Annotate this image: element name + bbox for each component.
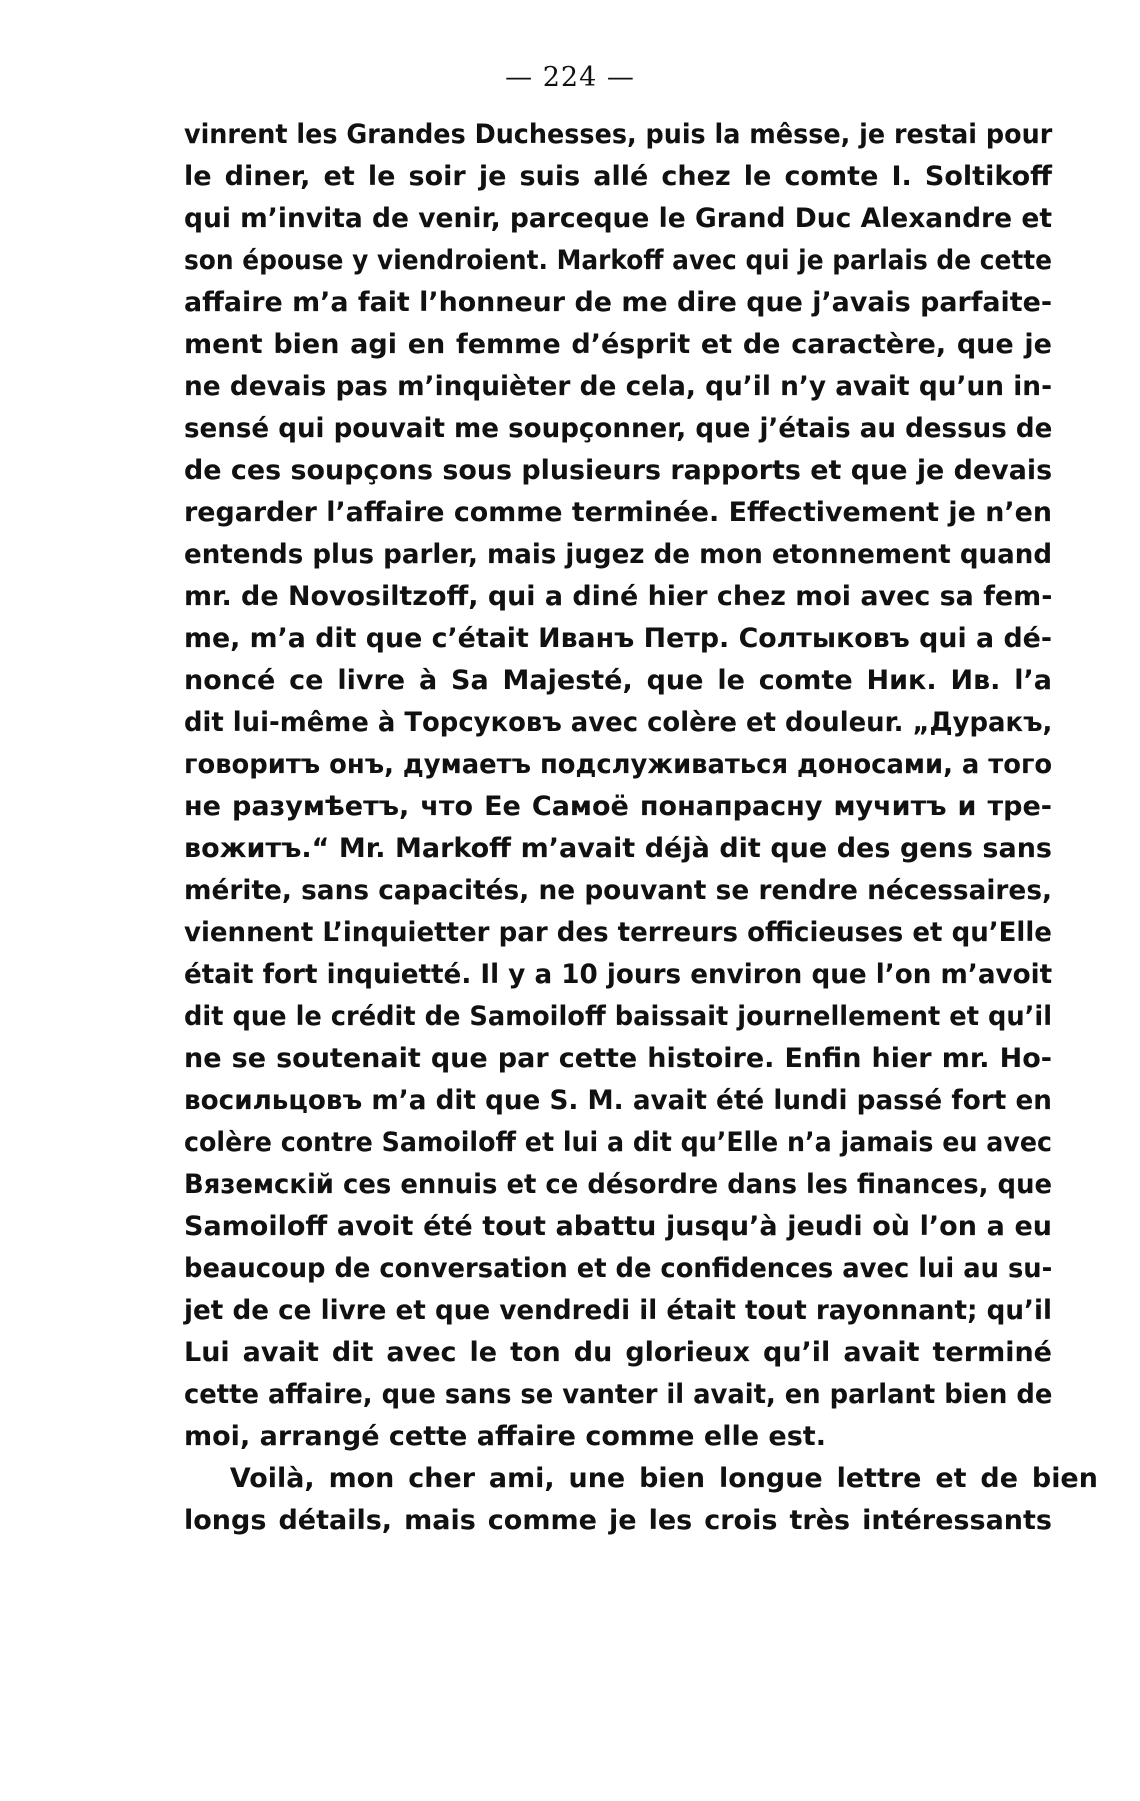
text-line: Lui avait dit avec le ton du glorieux qu’il avait terminé [184,1337,1052,1368]
text-line: entends plus parler, mais jugez de mon etonnement quand [184,539,1053,570]
text-line: jet de ce livre et que vendredi il était tout rayonnant; qu’il [184,1295,1052,1326]
page-body-text [184,114,1098,1542]
text-line: était fort inquietté. Il y a 10 jours environ que l’on m’avoit [184,959,1053,990]
page-number: — 224 — [505,62,635,93]
text-line: qui m’invita de venir, parceque le Grand Duc Alexandre et [184,203,1052,234]
text-line: moi, arrangé cette affaire comme elle est. [184,1421,826,1452]
text-line: son épouse y viendroient. Markoff avec qui je parlais de cette [184,245,1053,276]
text-line: le diner, et le soir je suis allé chez le comte I. Soltikoff [184,161,1052,192]
text-line: Samoiloff avoit été tout abattu jusqu’à jeudi où l’on a eu [184,1211,1052,1242]
text-line: dit que le crédit de Samoiloff baissait journellement et qu’il [184,1001,1053,1032]
text-line: не разумѣетъ, что Ее Самоё понапрасну мучитъ и тре- [184,791,1052,822]
text-line: sensé qui pouvait me soupçonner, que j’étais au dessus de [184,413,1053,444]
text-line: de ces soupçons sous plusieurs rapports et que je devais [184,455,1053,486]
text-line: affaire m’a fait l’honneur de me dire que j’avais parfaite- [184,287,1052,318]
text-line: Voilà, mon cher ami, une bien longue lettre et de bien [229,1463,1098,1494]
text-line: colère contre Samoiloff et lui a dit qu’Elle n’a jamais eu avec [184,1127,1053,1158]
text-line: Вяземскій ces ennuis et ce désordre dans les finances, que [184,1169,1053,1200]
text-line: dit lui-même à Торсуковъ avec colère et douleur. „Дуракъ, [184,707,1053,738]
text-line: ment bien agi en femme d’ésprit et de caractère, que je [184,329,1052,360]
text-line: regarder l’affaire comme terminée. Effectivement je n’en [184,497,1052,528]
text-line: mérite, sans capacités, ne pouvant se rendre nécessaires, [184,875,1053,906]
text-line: mr. de Novosiltzoff, qui a diné hier chez moi avec sa fem- [184,581,1053,612]
text-line: говоритъ онъ, думаетъ подслуживаться доносами, а того [184,749,1053,780]
text-line: восильцовъ m’a dit que S. M. avait été lundi passé fort en [184,1085,1052,1116]
text-line: beaucoup de conversation et de confidences avec lui au su- [184,1253,1053,1284]
text-line: cette affaire, que sans se vanter il avait, en parlant bien de [184,1379,1053,1410]
text-line: viennent L’inquietter par des terreurs officieuses et qu’Elle [184,917,1052,948]
text-line: noncé ce livre à Sa Majesté, que le comte Ник. Ив. l’a [184,665,1052,696]
text-line: vinrent les Grandes Duchesses, puis la mêsse, je restai pour [184,119,1053,150]
text-line: ne se soutenait que par cette histoire. Enfin hier mr. Но- [184,1043,1052,1074]
text-line: me, m’a dit que c’était Иванъ Петр. Солтыковъ qui a dé- [184,623,1052,654]
text-line: ne devais pas m’inquièter de cela, qu’il n’y avait qu’un in- [184,371,1053,402]
text-line: longs détails, mais comme je les crois très intéressants [184,1505,1052,1536]
text-line: вожитъ.“ Mr. Markoff m’avait déjà dit que des gens sans [184,833,1052,864]
